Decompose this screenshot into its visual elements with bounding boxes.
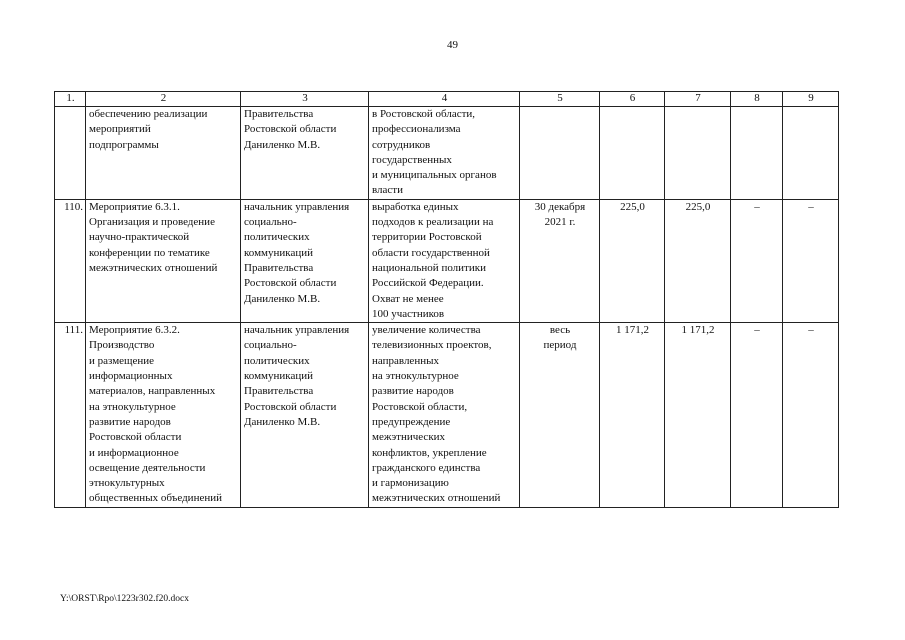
row-number: 110.	[55, 199, 86, 322]
value-cell-8: –	[731, 199, 783, 322]
column-header: 4	[369, 92, 520, 107]
value-cell-7: 225,0	[665, 199, 731, 322]
table-header-row	[55, 92, 839, 107]
column-header: 9	[783, 92, 839, 107]
event-cell: обеспечению реализации мероприятий подпрограммы	[86, 107, 241, 200]
date-cell: 30 декабря 2021 г.	[520, 199, 600, 322]
table-row	[55, 107, 839, 200]
value-cell-8: –	[731, 323, 783, 508]
result-cell: выработка единых подходов к реализации на территории Ростовской области государственной национальной политики Российской Федерации. Охват не менее 100 участников	[369, 199, 520, 322]
page-number: 49	[447, 39, 458, 51]
table-row	[55, 199, 839, 322]
date-cell: весь период	[520, 323, 600, 508]
column-header: 3	[241, 92, 369, 107]
table-row	[55, 323, 839, 508]
events-table	[54, 91, 839, 508]
value-cell-9	[783, 107, 839, 200]
value-cell-9: –	[783, 323, 839, 508]
event-cell: Мероприятие 6.3.2. Производство и размещение информационных материалов, направленных на этнокультурное развитие народов Ростовской области и информационное освещение деятельности этнокультурных общественных объединений	[86, 323, 241, 508]
column-header: 2	[86, 92, 241, 107]
value-cell-9: –	[783, 199, 839, 322]
file-path-footer: Y:\ORST\Rpo\1223r302.f20.docx	[60, 594, 189, 604]
row-number: 111.	[55, 323, 86, 508]
column-header: 5	[520, 92, 600, 107]
column-header: 8	[731, 92, 783, 107]
event-cell: Мероприятие 6.3.1. Организация и проведение научно-практической конференции по тематике межэтнических отношений	[86, 199, 241, 322]
value-cell-7: 1 171,2	[665, 323, 731, 508]
result-cell: в Ростовской области, профессионализма сотрудников государственных и муниципальных органов власти	[369, 107, 520, 200]
value-cell-6	[600, 107, 665, 200]
column-header: 7	[665, 92, 731, 107]
row-number	[55, 107, 86, 200]
value-cell-6: 1 171,2	[600, 323, 665, 508]
column-header: 6	[600, 92, 665, 107]
date-cell	[520, 107, 600, 200]
value-cell-8	[731, 107, 783, 200]
value-cell-6: 225,0	[600, 199, 665, 322]
executor-cell: начальник управления социально- политических коммуникаций Правительства Ростовской области Даниленко М.В.	[241, 199, 369, 322]
column-header: 1.	[55, 92, 86, 107]
value-cell-7	[665, 107, 731, 200]
result-cell: увеличение количества телевизионных проектов, направленных на этнокультурное развитие народов Ростовской области, предупреждение межэтнических конфликтов, укрепление гражданского единства и гармонизацию межэтнических отношений	[369, 323, 520, 508]
executor-cell: начальник управления социально- политических коммуникаций Правительства Ростовской области Даниленко М.В.	[241, 323, 369, 508]
executor-cell: Правительства Ростовской области Даниленко М.В.	[241, 107, 369, 200]
